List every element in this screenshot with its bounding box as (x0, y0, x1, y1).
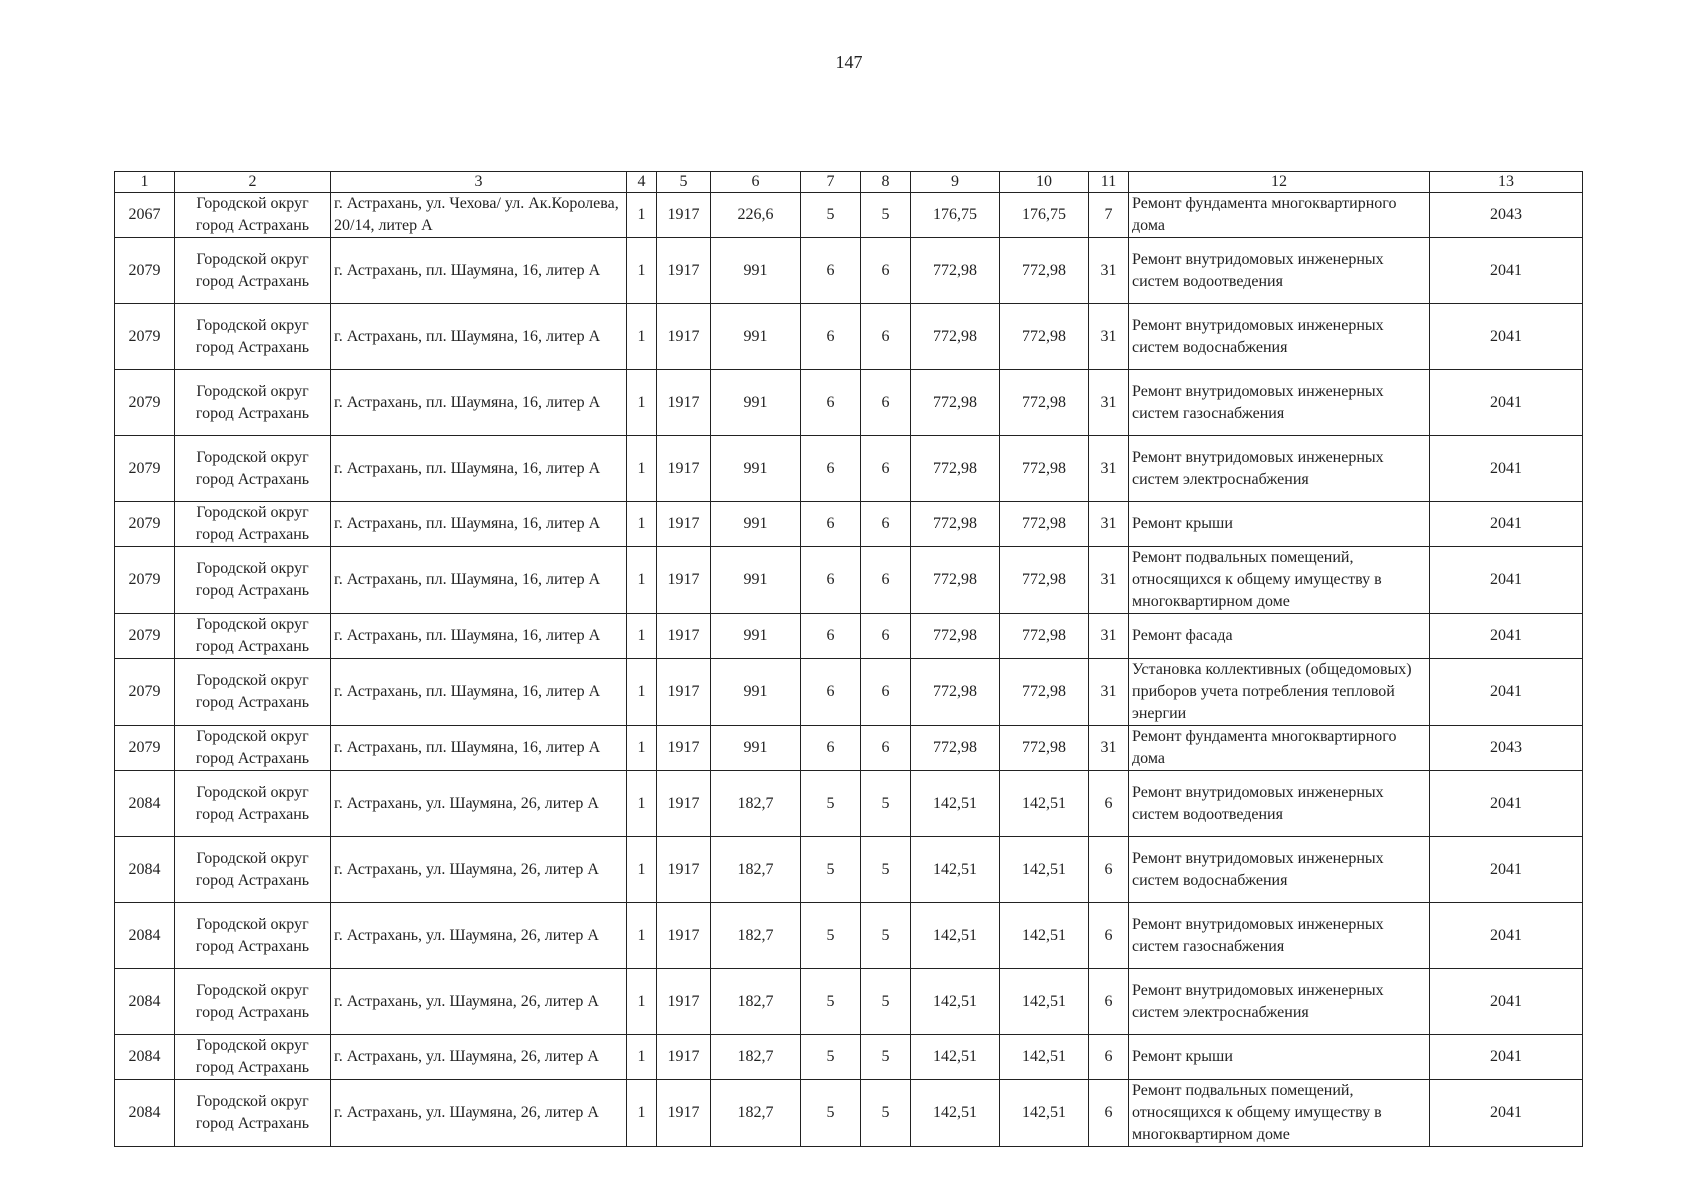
cell-col4: 1 (627, 771, 657, 837)
table-row (115, 771, 1583, 837)
cell-object-id: 2084 (115, 1080, 175, 1147)
cell-col4: 1 (627, 1080, 657, 1147)
cell-col11: 31 (1089, 547, 1129, 614)
cell-area-10: 142,51 (1000, 1035, 1089, 1080)
cell-col7: 6 (801, 304, 861, 370)
cell-total-area: 991 (711, 547, 801, 614)
cell-municipality: Городской округ город Астрахань (175, 659, 331, 726)
cell-col4: 1 (627, 837, 657, 903)
cell-municipality: Городской округ город Астрахань (175, 1080, 331, 1147)
cell-object-id: 2067 (115, 193, 175, 238)
column-header: 1 (115, 172, 175, 193)
cell-col8: 5 (861, 771, 911, 837)
cell-year: 1917 (657, 502, 711, 547)
cell-total-area: 182,7 (711, 903, 801, 969)
cell-municipality: Городской округ город Астрахань (175, 193, 331, 238)
table-row (115, 837, 1583, 903)
cell-area-9: 772,98 (911, 547, 1000, 614)
cell-work-type: Ремонт внутридомовых инженерных систем водоснабжения (1129, 304, 1430, 370)
table-row (115, 304, 1583, 370)
cell-planned-year: 2041 (1430, 969, 1583, 1035)
cell-col4: 1 (627, 370, 657, 436)
cell-address: г. Астрахань, ул. Шаумяна, 26, литер А (331, 969, 627, 1035)
cell-municipality: Городской округ город Астрахань (175, 726, 331, 771)
cell-col4: 1 (627, 659, 657, 726)
cell-object-id: 2084 (115, 969, 175, 1035)
cell-area-10: 772,98 (1000, 659, 1089, 726)
table-row (115, 547, 1583, 614)
cell-work-type: Ремонт крыши (1129, 1035, 1430, 1080)
cell-area-9: 142,51 (911, 1035, 1000, 1080)
cell-col7: 6 (801, 238, 861, 304)
cell-col7: 5 (801, 771, 861, 837)
cell-col7: 5 (801, 1080, 861, 1147)
column-header: 7 (801, 172, 861, 193)
cell-col4: 1 (627, 547, 657, 614)
cell-object-id: 2084 (115, 771, 175, 837)
cell-planned-year: 2041 (1430, 1080, 1583, 1147)
cell-object-id: 2084 (115, 1035, 175, 1080)
cell-address: г. Астрахань, ул. Шаумяна, 26, литер А (331, 837, 627, 903)
cell-year: 1917 (657, 837, 711, 903)
cell-col4: 1 (627, 304, 657, 370)
cell-col11: 7 (1089, 193, 1129, 238)
cell-year: 1917 (657, 193, 711, 238)
cell-total-area: 991 (711, 370, 801, 436)
table-row (115, 614, 1583, 659)
column-header: 10 (1000, 172, 1089, 193)
cell-work-type: Ремонт подвальных помещений, относящихся к общему имуществу в многоквартирном доме (1129, 1080, 1430, 1147)
table-row (115, 659, 1583, 726)
table-row (115, 193, 1583, 238)
cell-work-type: Ремонт внутридомовых инженерных систем водоотведения (1129, 771, 1430, 837)
cell-area-10: 772,98 (1000, 370, 1089, 436)
cell-col8: 6 (861, 726, 911, 771)
cell-municipality: Городской округ город Астрахань (175, 903, 331, 969)
cell-address: г. Астрахань, пл. Шаумяна, 16, литер А (331, 614, 627, 659)
column-header: 12 (1129, 172, 1430, 193)
cell-object-id: 2079 (115, 614, 175, 659)
cell-area-9: 772,98 (911, 659, 1000, 726)
column-header: 4 (627, 172, 657, 193)
cell-year: 1917 (657, 238, 711, 304)
cell-municipality: Городской округ город Астрахань (175, 304, 331, 370)
cell-planned-year: 2043 (1430, 726, 1583, 771)
cell-col4: 1 (627, 238, 657, 304)
cell-col11: 6 (1089, 903, 1129, 969)
table-row (115, 502, 1583, 547)
cell-work-type: Ремонт подвальных помещений, относящихся к общему имуществу в многоквартирном доме (1129, 547, 1430, 614)
column-number-row (115, 172, 1583, 193)
cell-address: г. Астрахань, пл. Шаумяна, 16, литер А (331, 502, 627, 547)
cell-area-9: 176,75 (911, 193, 1000, 238)
cell-work-type: Ремонт внутридомовых инженерных систем газоснабжения (1129, 903, 1430, 969)
cell-year: 1917 (657, 903, 711, 969)
cell-col7: 5 (801, 1035, 861, 1080)
cell-planned-year: 2041 (1430, 1035, 1583, 1080)
cell-address: г. Астрахань, пл. Шаумяна, 16, литер А (331, 547, 627, 614)
cell-area-10: 772,98 (1000, 304, 1089, 370)
cell-col8: 5 (861, 903, 911, 969)
cell-col11: 31 (1089, 238, 1129, 304)
cell-address: г. Астрахань, пл. Шаумяна, 16, литер А (331, 304, 627, 370)
cell-year: 1917 (657, 547, 711, 614)
cell-col11: 6 (1089, 771, 1129, 837)
column-header: 5 (657, 172, 711, 193)
cell-col7: 5 (801, 837, 861, 903)
cell-year: 1917 (657, 659, 711, 726)
cell-year: 1917 (657, 614, 711, 659)
cell-col7: 5 (801, 969, 861, 1035)
cell-year: 1917 (657, 370, 711, 436)
cell-work-type: Ремонт фундамента многоквартирного дома (1129, 193, 1430, 238)
cell-area-10: 772,98 (1000, 614, 1089, 659)
cell-col4: 1 (627, 502, 657, 547)
cell-object-id: 2079 (115, 659, 175, 726)
cell-municipality: Городской округ город Астрахань (175, 969, 331, 1035)
page-number: 147 (835, 52, 863, 72)
capital-repair-table (114, 171, 1583, 1147)
column-header: 3 (331, 172, 627, 193)
cell-work-type: Ремонт фундамента многоквартирного дома (1129, 726, 1430, 771)
cell-col8: 5 (861, 193, 911, 238)
cell-year: 1917 (657, 304, 711, 370)
cell-address: г. Астрахань, пл. Шаумяна, 16, литер А (331, 370, 627, 436)
cell-col7: 6 (801, 502, 861, 547)
column-header: 9 (911, 172, 1000, 193)
cell-col7: 6 (801, 547, 861, 614)
cell-address: г. Астрахань, пл. Шаумяна, 16, литер А (331, 436, 627, 502)
cell-address: г. Астрахань, ул. Шаумяна, 26, литер А (331, 1080, 627, 1147)
cell-municipality: Городской округ город Астрахань (175, 238, 331, 304)
cell-total-area: 991 (711, 304, 801, 370)
cell-col11: 31 (1089, 502, 1129, 547)
cell-planned-year: 2041 (1430, 436, 1583, 502)
cell-col8: 6 (861, 370, 911, 436)
cell-area-10: 772,98 (1000, 238, 1089, 304)
cell-work-type: Ремонт внутридомовых инженерных систем водоснабжения (1129, 837, 1430, 903)
cell-year: 1917 (657, 1080, 711, 1147)
cell-col8: 5 (861, 1080, 911, 1147)
cell-col4: 1 (627, 614, 657, 659)
cell-col11: 6 (1089, 1080, 1129, 1147)
cell-total-area: 991 (711, 614, 801, 659)
cell-col8: 6 (861, 238, 911, 304)
table-row (115, 238, 1583, 304)
cell-planned-year: 2041 (1430, 903, 1583, 969)
cell-col8: 6 (861, 502, 911, 547)
cell-object-id: 2079 (115, 436, 175, 502)
cell-col11: 6 (1089, 1035, 1129, 1080)
cell-planned-year: 2041 (1430, 370, 1583, 436)
cell-col11: 6 (1089, 837, 1129, 903)
cell-area-9: 772,98 (911, 304, 1000, 370)
cell-object-id: 2079 (115, 238, 175, 304)
cell-area-9: 142,51 (911, 837, 1000, 903)
cell-address: г. Астрахань, ул. Шаумяна, 26, литер А (331, 771, 627, 837)
cell-total-area: 182,7 (711, 771, 801, 837)
table-row (115, 1035, 1583, 1080)
cell-area-10: 142,51 (1000, 837, 1089, 903)
cell-total-area: 182,7 (711, 837, 801, 903)
table-row (115, 726, 1583, 771)
cell-col11: 31 (1089, 370, 1129, 436)
cell-col7: 6 (801, 370, 861, 436)
cell-area-10: 142,51 (1000, 1080, 1089, 1147)
cell-work-type: Ремонт внутридомовых инженерных систем газоснабжения (1129, 370, 1430, 436)
cell-year: 1917 (657, 726, 711, 771)
cell-total-area: 991 (711, 659, 801, 726)
cell-col11: 31 (1089, 304, 1129, 370)
cell-col4: 1 (627, 193, 657, 238)
cell-total-area: 182,7 (711, 1080, 801, 1147)
cell-total-area: 226,6 (711, 193, 801, 238)
cell-planned-year: 2041 (1430, 238, 1583, 304)
cell-col8: 6 (861, 436, 911, 502)
cell-address: г. Астрахань, ул. Шаумяна, 26, литер А (331, 1035, 627, 1080)
cell-area-9: 142,51 (911, 771, 1000, 837)
table-row (115, 969, 1583, 1035)
table-body (115, 193, 1583, 1147)
cell-area-10: 142,51 (1000, 771, 1089, 837)
cell-address: г. Астрахань, пл. Шаумяна, 16, литер А (331, 238, 627, 304)
cell-area-10: 772,98 (1000, 502, 1089, 547)
cell-col7: 5 (801, 903, 861, 969)
cell-municipality: Городской округ город Астрахань (175, 1035, 331, 1080)
cell-work-type: Ремонт внутридомовых инженерных систем электроснабжения (1129, 436, 1430, 502)
cell-col4: 1 (627, 436, 657, 502)
table-row (115, 1080, 1583, 1147)
cell-area-9: 772,98 (911, 502, 1000, 547)
cell-col4: 1 (627, 726, 657, 771)
cell-object-id: 2084 (115, 837, 175, 903)
cell-year: 1917 (657, 436, 711, 502)
cell-area-9: 772,98 (911, 238, 1000, 304)
cell-area-9: 142,51 (911, 903, 1000, 969)
cell-col7: 6 (801, 614, 861, 659)
cell-address: г. Астрахань, пл. Шаумяна, 16, литер А (331, 659, 627, 726)
cell-col8: 6 (861, 659, 911, 726)
cell-municipality: Городской округ город Астрахань (175, 502, 331, 547)
cell-area-10: 772,98 (1000, 547, 1089, 614)
cell-municipality: Городской округ город Астрахань (175, 547, 331, 614)
cell-area-9: 772,98 (911, 614, 1000, 659)
column-header: 13 (1430, 172, 1583, 193)
cell-year: 1917 (657, 1035, 711, 1080)
cell-planned-year: 2041 (1430, 771, 1583, 837)
cell-col8: 5 (861, 1035, 911, 1080)
cell-col8: 6 (861, 547, 911, 614)
cell-planned-year: 2041 (1430, 659, 1583, 726)
cell-total-area: 991 (711, 726, 801, 771)
cell-col11: 31 (1089, 659, 1129, 726)
cell-col8: 6 (861, 614, 911, 659)
cell-col7: 6 (801, 659, 861, 726)
cell-planned-year: 2041 (1430, 502, 1583, 547)
table-row (115, 903, 1583, 969)
cell-municipality: Городской округ город Астрахань (175, 837, 331, 903)
cell-total-area: 182,7 (711, 1035, 801, 1080)
cell-area-9: 772,98 (911, 436, 1000, 502)
cell-area-10: 176,75 (1000, 193, 1089, 238)
cell-object-id: 2079 (115, 726, 175, 771)
cell-col8: 5 (861, 969, 911, 1035)
cell-area-9: 142,51 (911, 1080, 1000, 1147)
column-header: 6 (711, 172, 801, 193)
cell-planned-year: 2041 (1430, 837, 1583, 903)
cell-year: 1917 (657, 969, 711, 1035)
cell-planned-year: 2043 (1430, 193, 1583, 238)
cell-total-area: 182,7 (711, 969, 801, 1035)
cell-municipality: Городской округ город Астрахань (175, 436, 331, 502)
cell-work-type: Установка коллективных (общедомовых) приборов учета потребления тепловой энергии (1129, 659, 1430, 726)
cell-total-area: 991 (711, 238, 801, 304)
cell-col8: 5 (861, 837, 911, 903)
cell-total-area: 991 (711, 436, 801, 502)
table-row (115, 370, 1583, 436)
cell-col4: 1 (627, 1035, 657, 1080)
cell-object-id: 2079 (115, 304, 175, 370)
cell-object-id: 2079 (115, 370, 175, 436)
cell-col11: 31 (1089, 726, 1129, 771)
cell-municipality: Городской округ город Астрахань (175, 771, 331, 837)
cell-col4: 1 (627, 969, 657, 1035)
cell-col7: 6 (801, 436, 861, 502)
cell-area-9: 772,98 (911, 726, 1000, 771)
cell-col7: 5 (801, 193, 861, 238)
cell-year: 1917 (657, 771, 711, 837)
cell-col8: 6 (861, 304, 911, 370)
cell-total-area: 991 (711, 502, 801, 547)
cell-object-id: 2079 (115, 547, 175, 614)
cell-planned-year: 2041 (1430, 547, 1583, 614)
cell-area-10: 772,98 (1000, 436, 1089, 502)
cell-municipality: Городской округ город Астрахань (175, 370, 331, 436)
column-header: 8 (861, 172, 911, 193)
cell-work-type: Ремонт внутридомовых инженерных систем водоотведения (1129, 238, 1430, 304)
cell-object-id: 2084 (115, 903, 175, 969)
cell-work-type: Ремонт фасада (1129, 614, 1430, 659)
cell-col11: 31 (1089, 614, 1129, 659)
table-row (115, 436, 1583, 502)
cell-col7: 6 (801, 726, 861, 771)
cell-col11: 6 (1089, 969, 1129, 1035)
cell-area-9: 142,51 (911, 969, 1000, 1035)
cell-work-type: Ремонт внутридомовых инженерных систем электроснабжения (1129, 969, 1430, 1035)
cell-object-id: 2079 (115, 502, 175, 547)
cell-planned-year: 2041 (1430, 304, 1583, 370)
cell-municipality: Городской округ город Астрахань (175, 614, 331, 659)
column-header: 2 (175, 172, 331, 193)
column-header: 11 (1089, 172, 1129, 193)
cell-address: г. Астрахань, ул. Шаумяна, 26, литер А (331, 903, 627, 969)
cell-area-9: 772,98 (911, 370, 1000, 436)
cell-area-10: 142,51 (1000, 903, 1089, 969)
cell-address: г. Астрахань, пл. Шаумяна, 16, литер А (331, 726, 627, 771)
cell-area-10: 772,98 (1000, 726, 1089, 771)
cell-work-type: Ремонт крыши (1129, 502, 1430, 547)
cell-col4: 1 (627, 903, 657, 969)
cell-col11: 31 (1089, 436, 1129, 502)
cell-address: г. Астрахань, ул. Чехова/ ул. Ак.Королева, 20/14, литер А (331, 193, 627, 238)
cell-planned-year: 2041 (1430, 614, 1583, 659)
cell-area-10: 142,51 (1000, 969, 1089, 1035)
